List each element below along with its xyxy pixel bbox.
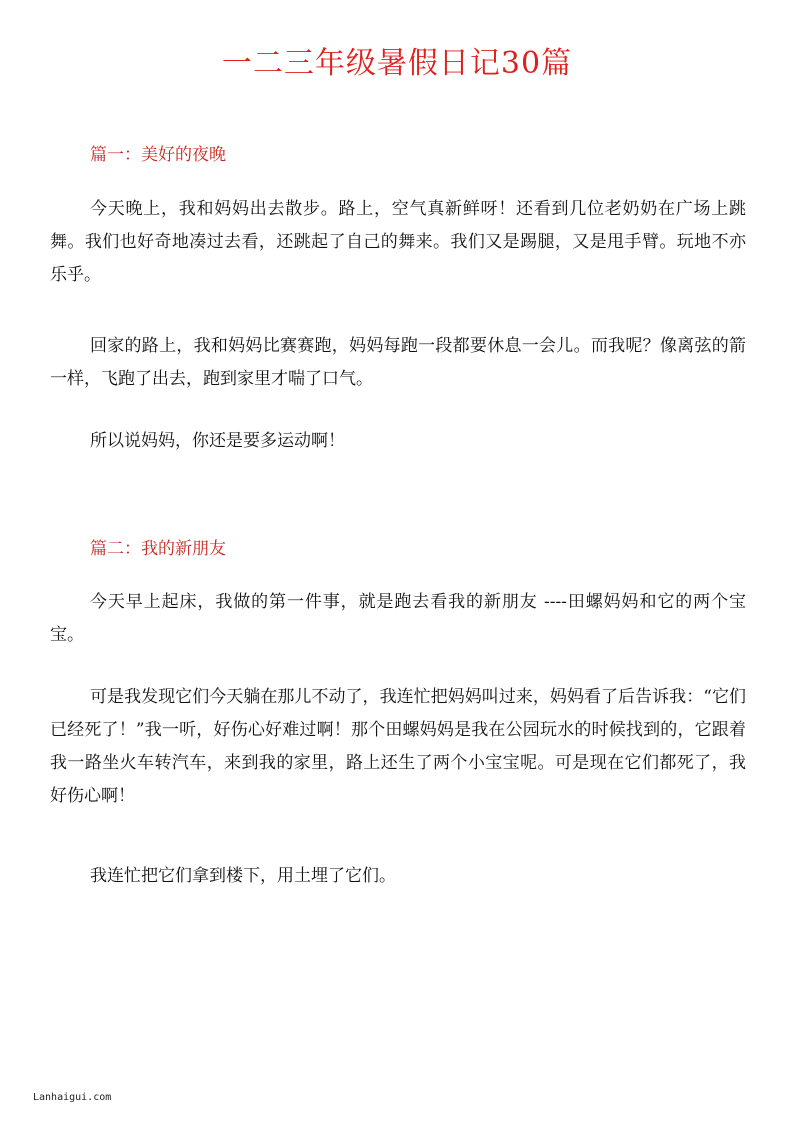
- footer-site-name: Lanhaigui.com: [33, 1092, 112, 1103]
- section-2-paragraph-3: 我连忙把它们拿到楼下，用土埋了它们。: [90, 866, 396, 886]
- section-heading-2: 篇二：我的新朋友: [90, 539, 226, 559]
- section-2-paragraph-1: 今天早上起床，我做的第一件事，就是跑去看我的新朋友 ----田螺妈妈和它的两个宝宝。: [50, 592, 746, 645]
- section-1-paragraph-2: 回家的路上，我和妈妈比赛赛跑，妈妈每跑一段都要休息一会儿。而我呢？像离弦的箭一样，飞跑了出去，跑到家里才喘了口气。: [50, 336, 746, 389]
- page-title: 一二三年级暑假日记30篇: [221, 46, 573, 81]
- section-2-paragraph-2: 可是我发现它们今天躺在那儿不动了，我连忙把妈妈叫过来，妈妈看了后告诉我：“它们已经死了！”我一听，好伤心好难过啊！那个田螺妈妈是我在公园玩水的时候找到的，它跟着我一路坐火车转汽车，来到我的家里，路上还生了两个小宝宝呢。可是现在它们都死了，我好伤心啊！: [50, 687, 746, 806]
- section-1-paragraph-1: 今天晚上，我和妈妈出去散步。路上，空气真新鲜呀！还看到几位老奶奶在广场上跳舞。我们也好奇地凑过去看，还跳起了自己的舞来。我们又是踢腿，又是甩手臂。玩地不亦乐乎。: [50, 199, 746, 285]
- section-1-paragraph-3: 所以说妈妈，你还是要多运动啊！: [90, 431, 345, 451]
- section-heading-1: 篇一：美好的夜晚: [90, 145, 226, 165]
